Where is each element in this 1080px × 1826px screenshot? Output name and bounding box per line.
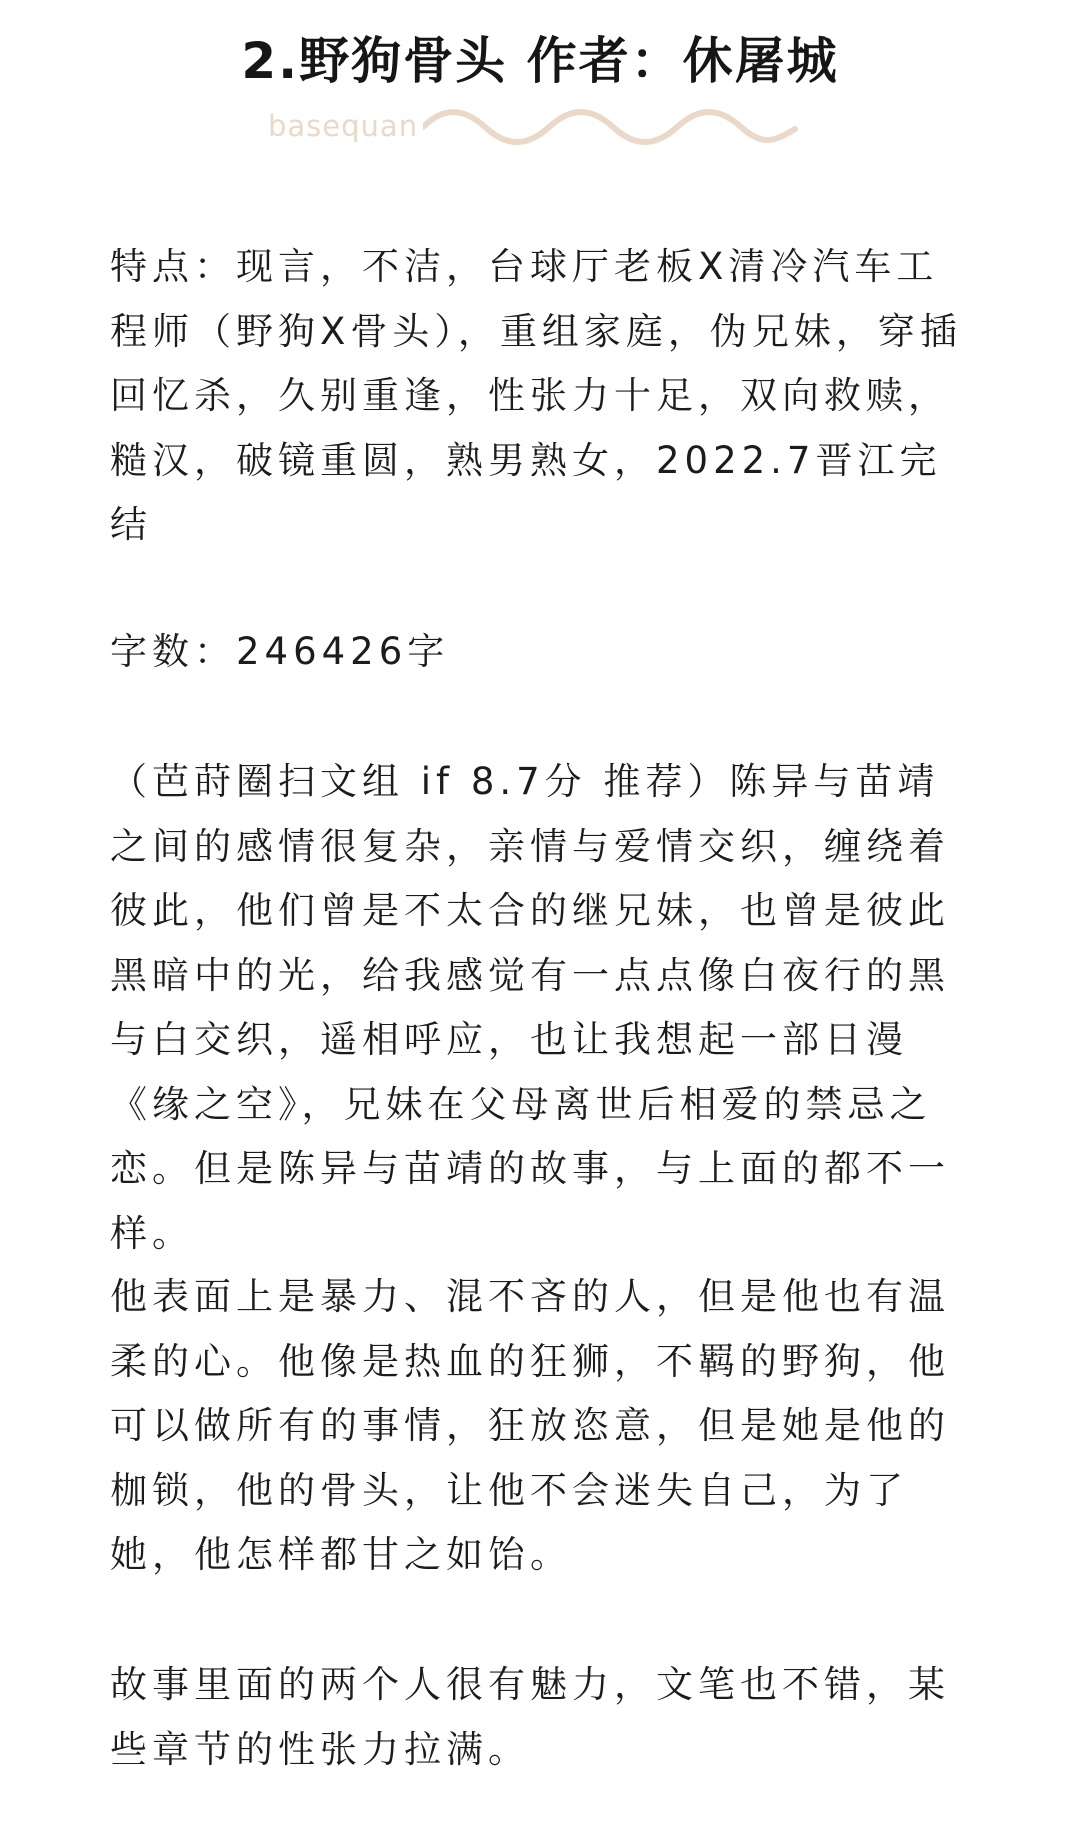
page-title: 2.野狗骨头 作者：休屠城 [241, 32, 839, 90]
features-paragraph: 特点：现言，不洁，台球厅老板X清冷汽车工程师（野狗X骨头），重组家庭，伪兄妹，穿插回忆杀，久别重逢，性张力十足，双向救赎，糙汉，破镜重圆，熟男熟女，2022.7晋江完结 [110, 245, 962, 546]
wave-divider-icon [423, 104, 803, 150]
watermark-text: basequan [268, 109, 419, 143]
word-count-paragraph: 字数：246426字 [110, 630, 450, 673]
review-paragraph-1: （芭莳圈扫文组 if 8.7分 推荐）陈异与苗靖之间的感情很复杂，亲情与爱情交织，缠绕着彼此，他们曾是不太合的继兄妹，也曾是彼此黑暗中的光，给我感觉有一点点像白夜行的黑与白交织，遥相呼应，也让我想起一部日漫《缘之空》，兄妹在父母离世后相爱的禁忌之恋。但是陈异与苗靖的故事，与上面的都不一样。 [110, 760, 950, 1255]
review-paragraph-3: 故事里面的两个人很有魅力，文笔也不错，某些章节的性张力拉满。 [110, 1663, 950, 1771]
watermark-banner [268, 104, 808, 150]
review-paragraph-2: 他表面上是暴力、混不吝的人，但是他也有温柔的心。他像是热血的狂狮，不羁的野狗，他可以做所有的事情，狂放恣意，但是她是他的枷锁，他的骨头，让他不会迷失自己，为了她，他怎样都甘之如饴。 [110, 1275, 950, 1576]
